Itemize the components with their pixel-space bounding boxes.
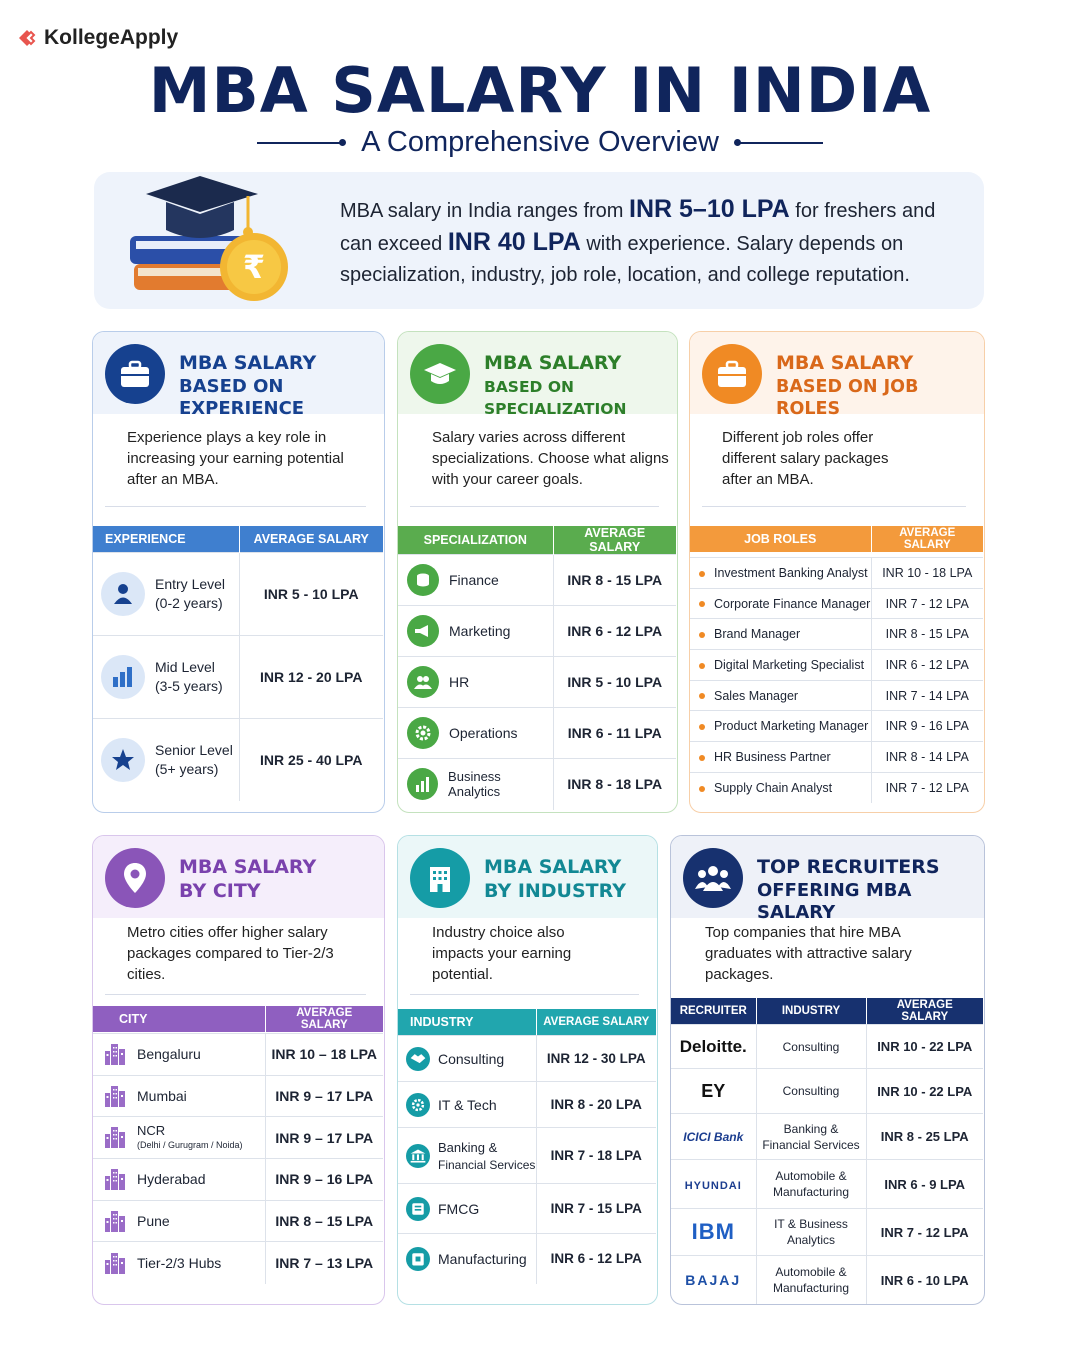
salary-value: INR 9 – 16 LPA: [265, 1159, 383, 1201]
industry-sublabel: Financial Services: [438, 1157, 536, 1172]
salary-value: INR 8 - 14 LPA: [871, 742, 983, 773]
salary-value: INR 9 – 17 LPA: [265, 1075, 383, 1117]
cart-icon: [406, 1197, 430, 1221]
person-icon: [101, 572, 145, 616]
table-row: [398, 1234, 656, 1284]
table-row: [671, 1025, 983, 1069]
experience-level-years: (3-5 years): [155, 677, 223, 694]
salary-value: INR 6 - 10 LPA: [866, 1256, 983, 1305]
job-role-label: Digital Marketing Specialist: [714, 657, 865, 672]
job-roles-card: [689, 331, 985, 813]
recruiter-industry-sub: Manufacturing: [772, 1281, 850, 1296]
table-row: [93, 1159, 383, 1201]
table-row: [398, 759, 676, 810]
star-icon: [101, 738, 145, 782]
table-header: INDUSTRY: [756, 998, 866, 1024]
salary-value: INR 9 – 17 LPA: [265, 1117, 383, 1159]
recruiter-industry: Banking &: [783, 1121, 839, 1136]
salary-value: INR 8 - 15 LPA: [553, 555, 676, 606]
salary-value: INR 7 - 15 LPA: [536, 1184, 656, 1234]
experience-level-years: (5+ years): [155, 760, 219, 777]
job-roles-card-title: MBA SALARY: [776, 352, 914, 374]
table-row: [398, 1036, 656, 1082]
intro-text-part: for freshers and can exceed: [340, 200, 936, 255]
industry-rows: [398, 1035, 656, 1284]
salary-value: INR 5 - 10 LPA: [239, 552, 383, 635]
location-pin-icon: [105, 848, 165, 908]
recruiters-card-description: Top companies that hire MBA graduates with attractive salary packages.: [705, 924, 912, 983]
page-title: MBA SALARY IN INDIA: [148, 54, 932, 127]
table-row: [671, 1256, 983, 1305]
analytics-icon: [407, 768, 438, 800]
job-role-label: Brand Manager: [714, 627, 801, 642]
industry-table: [398, 1009, 656, 1035]
experience-level-label: Entry Level: [155, 575, 226, 592]
recruiter-logo: ICICI Bank: [683, 1130, 744, 1144]
experience-card-subtitle: BASED ON EXPERIENCE: [179, 376, 305, 419]
table-row: [93, 1034, 383, 1076]
bullet-dot: [699, 601, 705, 607]
bullet-dot: [699, 755, 705, 761]
industry-label: Banking &: [438, 1139, 498, 1155]
handshake-icon: [406, 1047, 430, 1071]
industry-label: IT & Tech: [438, 1096, 497, 1113]
recruiter-logo: IBM: [691, 1219, 735, 1244]
coins-icon: [407, 564, 439, 596]
table-row: [398, 1082, 656, 1128]
city-card-title: MBA SALARY: [179, 856, 317, 878]
bullet-dot: [699, 724, 705, 730]
table-row: [671, 1209, 983, 1256]
city-building-icon: [103, 1124, 127, 1151]
experience-card: [92, 331, 385, 813]
megaphone-icon: [407, 615, 439, 647]
table-row: [690, 619, 983, 650]
table-row: [671, 1160, 983, 1209]
divider: [410, 994, 639, 995]
job-role-label: Product Marketing Manager: [714, 719, 869, 734]
job-role-label: Supply Chain Analyst: [714, 780, 833, 795]
table-header: AVERAGE SALARY: [536, 1009, 656, 1035]
city-label: NCR: [137, 1123, 166, 1139]
city-building-icon: [103, 1250, 127, 1277]
table-header: JOB ROLES: [744, 532, 817, 546]
table-row: [690, 558, 983, 589]
table-row: [93, 1242, 383, 1284]
job-role-label: Corporate Finance Manager: [714, 596, 871, 611]
job-role-label: HR Business Partner: [714, 749, 831, 764]
table-row: [398, 555, 676, 606]
recruiter-logo: HYUNDAI: [684, 1179, 742, 1192]
intro-panel: [94, 172, 984, 309]
briefcase-icon: [105, 344, 165, 404]
building-icon: [410, 848, 470, 908]
recruiter-industry: IT & Business: [774, 1217, 848, 1231]
bank-icon: [406, 1144, 430, 1168]
kollegeapply-logo-icon: [16, 27, 38, 49]
people-icon: [407, 666, 439, 698]
graduation-books-coin-icon: [128, 172, 298, 309]
table-header: INDUSTRY: [410, 1015, 474, 1029]
table-row: [93, 718, 383, 801]
specialization-card-subtitle: BASED ON SPECIALIZATION: [484, 378, 627, 418]
table-row: [690, 772, 983, 803]
salary-value: INR 12 - 20 LPA: [239, 635, 383, 718]
brand-logo: [16, 26, 178, 50]
table-row: [93, 552, 383, 635]
intro-text-part: MBA salary in India ranges from: [340, 200, 630, 222]
city-label: Hyderabad: [137, 1171, 206, 1188]
svg-text:₹: ₹: [242, 248, 266, 286]
city-rows: [93, 1033, 383, 1284]
divider: [105, 994, 366, 995]
experience-level-years: (0-2 years): [155, 594, 223, 611]
table-row: [93, 1200, 383, 1242]
salary-value: INR 10 - 22 LPA: [866, 1069, 983, 1114]
briefcase-icon: [702, 344, 762, 404]
subtitle-row: [0, 126, 1080, 159]
salary-value: INR 6 - 9 LPA: [866, 1160, 983, 1209]
salary-value: INR 10 – 18 LPA: [265, 1034, 383, 1076]
experience-table: [93, 526, 383, 801]
table-row: [690, 742, 983, 773]
recruiter-industry: Automobile &: [775, 1169, 847, 1183]
recruiters-card: [670, 835, 985, 1305]
specialization-card-title: MBA SALARY: [484, 352, 622, 374]
job-roles-card-subtitle: BASED ON JOB ROLES: [776, 377, 919, 419]
experience-card-title: MBA SALARY: [179, 352, 317, 374]
recruiter-logo: Deloitte.: [679, 1036, 747, 1056]
job-role-label: Sales Manager: [714, 688, 799, 703]
table-row: [93, 1075, 383, 1117]
table-row: [398, 1184, 656, 1234]
table-header: SPECIALIZATION: [423, 533, 527, 547]
salary-value: INR 6 - 12 LPA: [553, 606, 676, 657]
bullet-dot: [699, 571, 705, 577]
recruiters-card-title: TOP RECRUITERS: [757, 856, 940, 878]
city-building-icon: [103, 1166, 127, 1193]
table-row: [690, 711, 983, 742]
specialization-label: Finance: [449, 572, 499, 588]
recruiter-logo: EY: [701, 1080, 726, 1101]
salary-value: INR 6 - 11 LPA: [553, 708, 676, 759]
industry-card: [397, 835, 658, 1305]
industry-label: FMCG: [438, 1200, 480, 1217]
table-row: [690, 588, 983, 619]
recruiters-card-subtitle: OFFERING MBA SALARY: [757, 880, 912, 923]
experience-level-label: Senior Level: [155, 741, 233, 758]
table-row: [93, 635, 383, 718]
table-header: AVERAGE SALARY: [239, 526, 383, 552]
cog-icon: [406, 1093, 430, 1117]
brand-name: KollegeApply: [44, 26, 179, 49]
table-row: [93, 1117, 383, 1159]
graduation-cap-icon: [410, 344, 470, 404]
recruiter-logo: BAJAJ: [685, 1272, 742, 1289]
salary-value: INR 7 - 18 LPA: [536, 1128, 656, 1184]
factory-icon: [406, 1247, 430, 1271]
industry-card-description: Industry choice also impacts your earning potential.: [432, 924, 572, 983]
salary-value: INR 10 - 22 LPA: [866, 1025, 983, 1069]
salary-value: INR 8 - 20 LPA: [536, 1082, 656, 1128]
intro-highlight-experienced: INR 40 LPA: [447, 228, 581, 256]
city-label: Tier-2/3 Hubs: [137, 1255, 222, 1272]
experience-level-label: Mid Level: [155, 658, 215, 675]
salary-value: INR 25 - 40 LPA: [239, 718, 383, 801]
industry-card-subtitle: BY INDUSTRY: [484, 880, 626, 902]
salary-value: INR 8 - 18 LPA: [553, 759, 676, 810]
table-header: AVERAGE SALARY: [866, 998, 983, 1024]
salary-value: INR 6 - 12 LPA: [871, 650, 983, 681]
table-row: [398, 657, 676, 708]
table-row: [398, 1128, 656, 1184]
bullet-dot: [699, 786, 705, 792]
job-role-label: Investment Banking Analyst: [714, 565, 868, 580]
table-row: [690, 650, 983, 681]
job-roles-rows: [690, 557, 983, 803]
city-card-subtitle: BY CITY: [179, 880, 261, 902]
specialization-label: Business Analytics: [448, 769, 501, 800]
salary-value: INR 9 - 16 LPA: [871, 711, 983, 742]
recruiter-industry-sub: Financial Services: [762, 1137, 860, 1152]
salary-value: INR 7 - 12 LPA: [871, 772, 983, 803]
city-label: Pune: [137, 1213, 170, 1230]
salary-value: INR 6 - 12 LPA: [536, 1234, 656, 1284]
industry-label: Consulting: [438, 1050, 505, 1067]
table-header: EXPERIENCE: [105, 531, 186, 546]
bullet-dot: [699, 693, 705, 699]
specialization-card-description: Salary varies across different specializations. Choose what aligns with your career goals.: [432, 429, 669, 488]
bullet-dot: [699, 663, 705, 669]
group-icon: [683, 848, 743, 908]
specialization-label: Marketing: [449, 623, 511, 639]
intro-highlight-fresher: INR 5–10 LPA: [629, 195, 790, 223]
divider: [105, 506, 366, 507]
table-header: CITY: [119, 1012, 148, 1026]
intro-text-part: with experience. Salary depends on specialization, industry, job role, location, and college reputation.: [340, 233, 910, 286]
salary-value: INR 8 - 25 LPA: [866, 1114, 983, 1160]
city-label: Mumbai: [137, 1088, 187, 1105]
city-building-icon: [103, 1208, 127, 1235]
table-row: [671, 1069, 983, 1114]
subtitle-divider-right: [737, 142, 823, 144]
recruiter-industry: Consulting: [782, 1039, 840, 1054]
salary-value: INR 7 - 12 LPA: [871, 588, 983, 619]
recruiters-table: [671, 998, 983, 1024]
page-subtitle: A Comprehensive Overview: [361, 126, 719, 158]
job-roles-card-description: Different job roles offer different salary packages after an MBA.: [722, 429, 889, 488]
salary-value: INR 7 - 14 LPA: [871, 680, 983, 711]
salary-value: INR 12 - 30 LPA: [536, 1036, 656, 1082]
subtitle-divider-left: [257, 142, 343, 144]
table-row: [398, 606, 676, 657]
salary-value: INR 7 – 13 LPA: [265, 1242, 383, 1284]
table-header: AVERAGE SALARY: [553, 526, 676, 555]
city-building-icon: [103, 1083, 127, 1110]
divider: [410, 506, 659, 507]
city-sublabel: (Delhi / Gurugram / Noida): [137, 1140, 243, 1151]
divider: [702, 506, 966, 507]
salary-value: INR 10 - 18 LPA: [871, 558, 983, 589]
gear-icon: [407, 717, 439, 749]
table-row: [671, 1114, 983, 1160]
city-building-icon: [103, 1041, 127, 1068]
experience-card-description: Experience plays a key role in increasing your earning potential after an MBA.: [127, 429, 344, 488]
salary-value: INR 8 – 15 LPA: [265, 1200, 383, 1242]
specialization-table: [398, 526, 676, 810]
bar-chart-icon: [101, 655, 145, 699]
table-row: [398, 708, 676, 759]
table-header: RECRUITER: [679, 1005, 747, 1017]
intro-text: [340, 194, 970, 291]
specialization-label: Operations: [449, 725, 518, 741]
table-row: [690, 680, 983, 711]
city-label: Bengaluru: [137, 1046, 201, 1063]
specialization-label: HR: [449, 674, 470, 690]
industry-label: Manufacturing: [438, 1250, 527, 1267]
salary-value: INR 5 - 10 LPA: [553, 657, 676, 708]
table-header: AVERAGE SALARY: [265, 1006, 383, 1032]
salary-value: INR 7 - 12 LPA: [866, 1209, 983, 1256]
industry-card-title: MBA SALARY: [484, 856, 622, 878]
recruiter-rows: [671, 1024, 983, 1305]
salary-value: INR 8 - 15 LPA: [871, 619, 983, 650]
table-header: AVERAGE SALARY: [871, 526, 983, 552]
recruiter-industry: Automobile &: [775, 1265, 847, 1280]
recruiter-industry: Consulting: [782, 1084, 840, 1098]
bullet-dot: [699, 632, 705, 638]
specialization-card: [397, 331, 678, 813]
city-card: [92, 835, 385, 1305]
city-table: [93, 1006, 383, 1032]
recruiter-industry-sub: Analytics: [786, 1233, 836, 1247]
recruiter-industry-sub: Manufacturing: [772, 1185, 850, 1199]
city-card-description: Metro cities offer higher salary packages compared to Tier-2/3 cities.: [127, 924, 334, 983]
job-roles-table: [690, 526, 983, 552]
